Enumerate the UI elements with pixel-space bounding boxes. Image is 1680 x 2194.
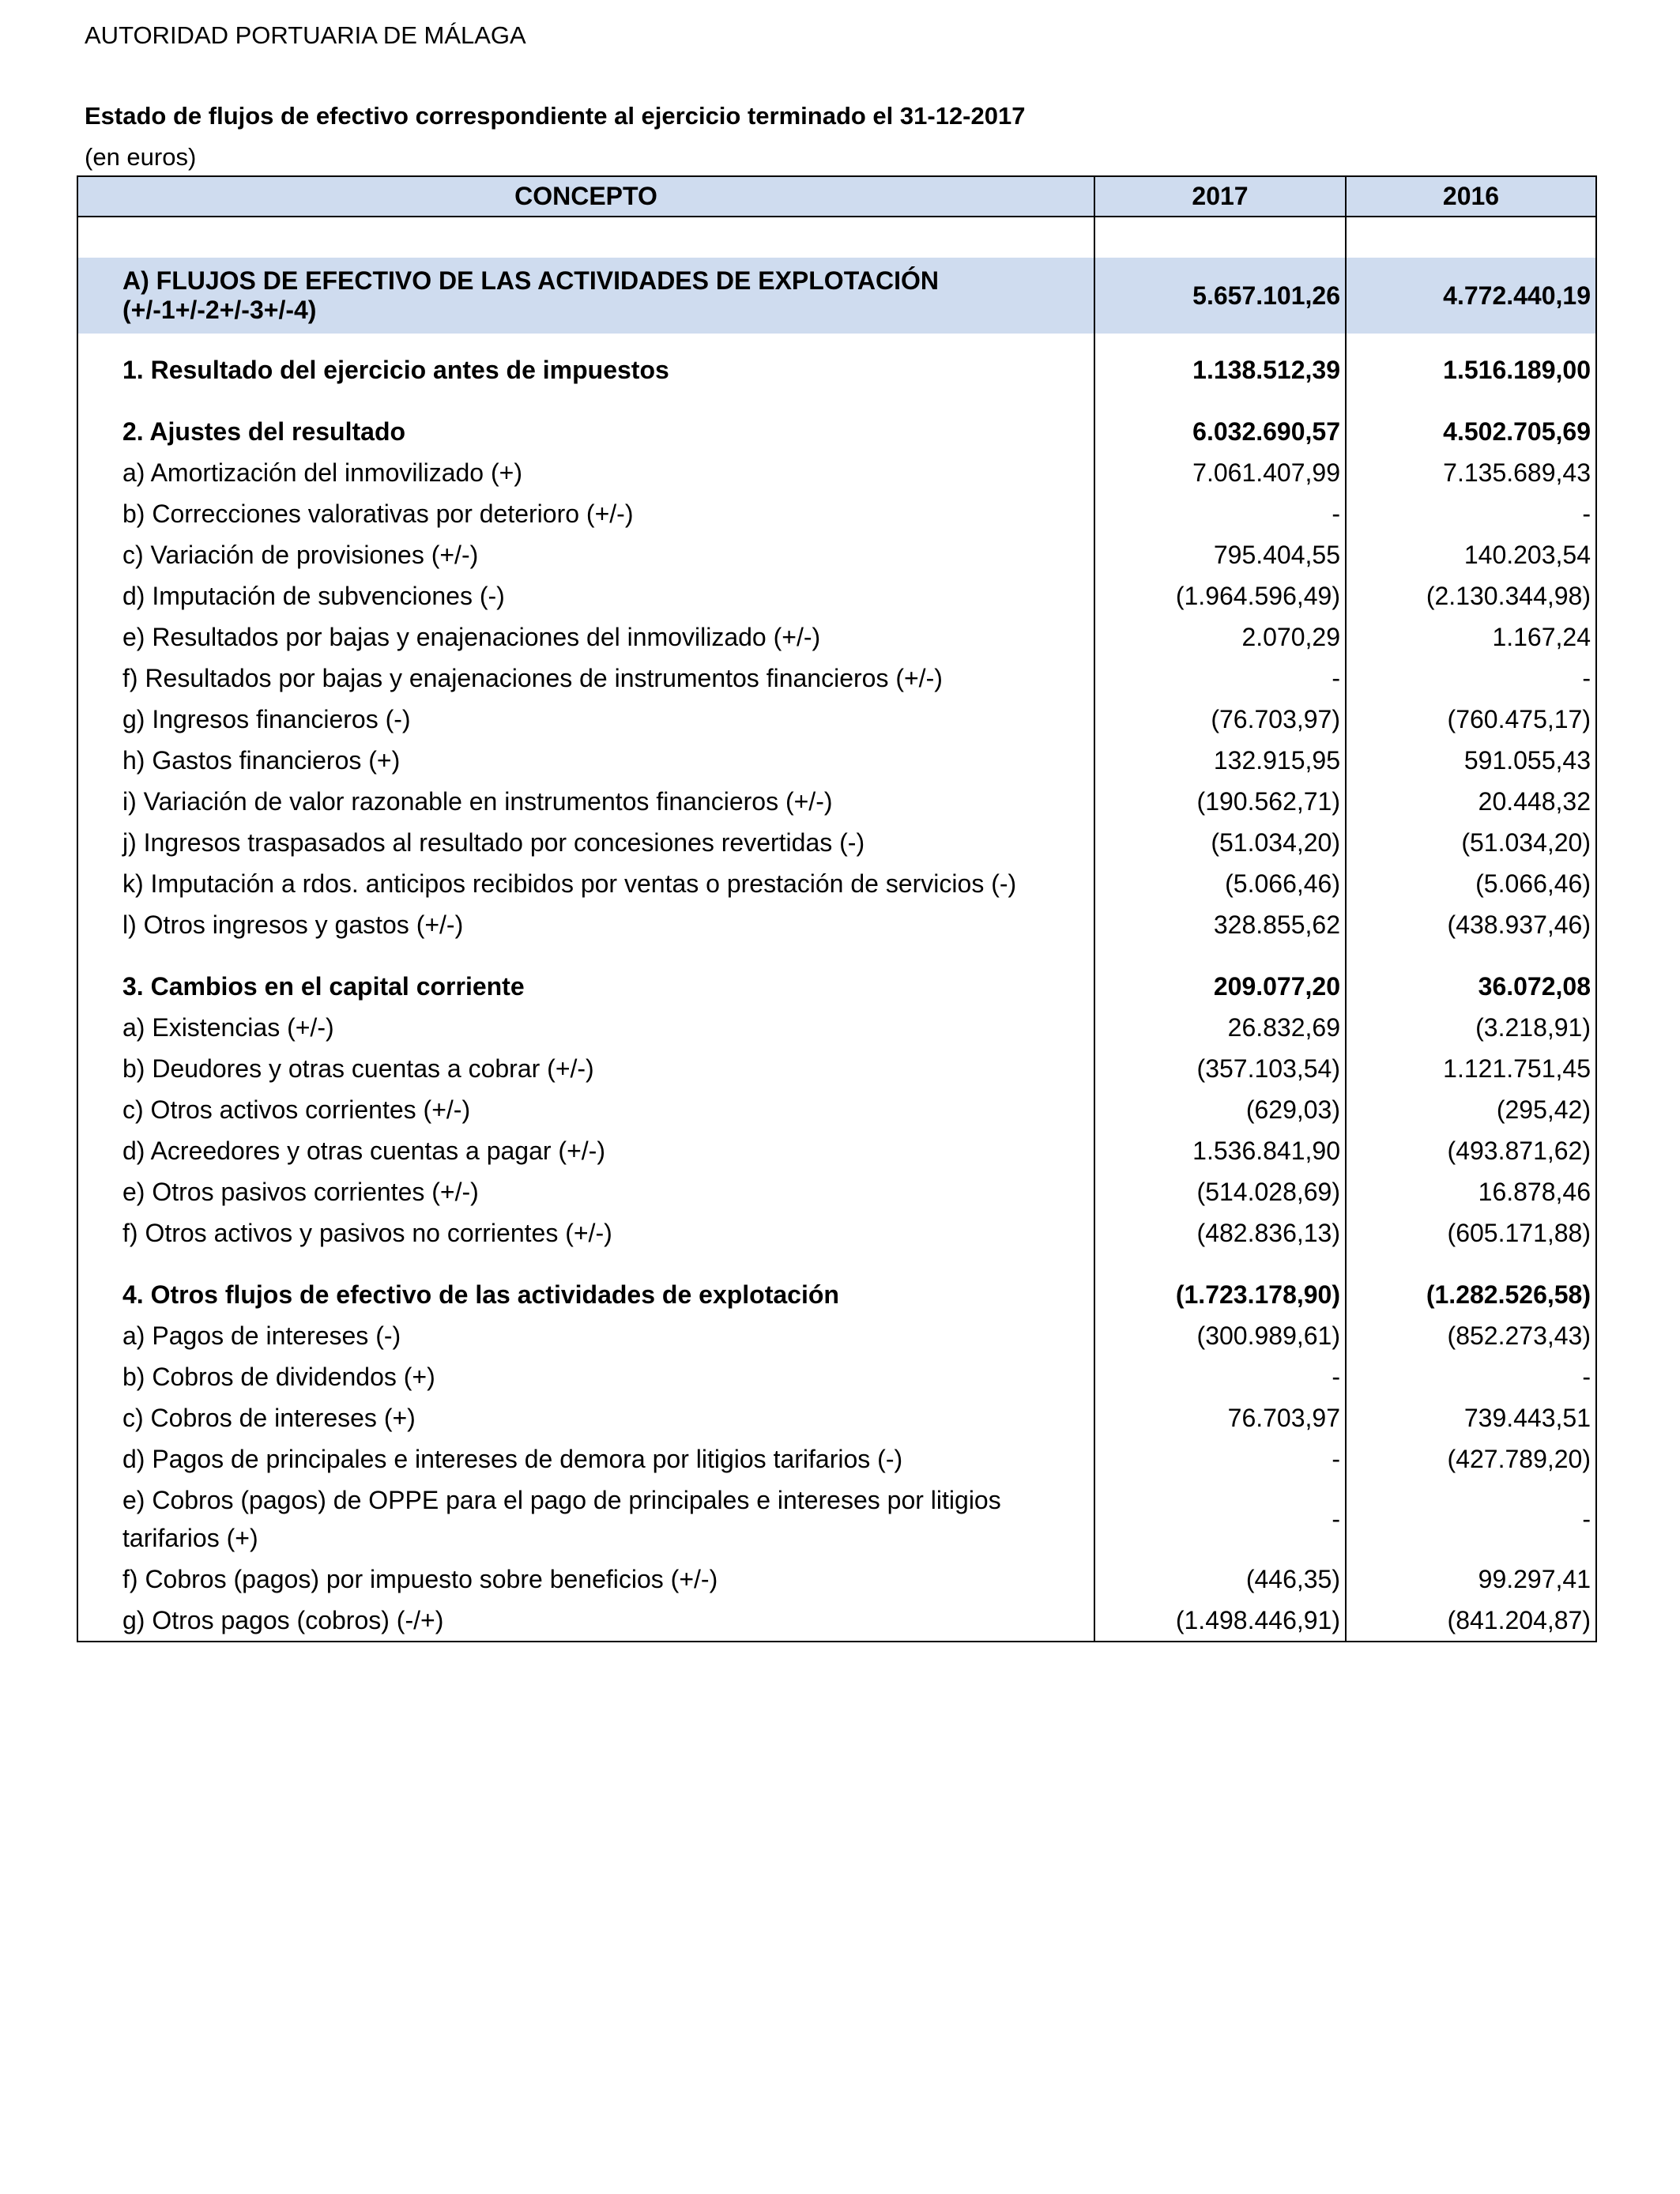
table-row [77,493,1596,534]
section-a-row [77,258,1596,334]
spacer-row [77,390,1596,411]
item-label: i) Variación de valor razonable en instrumentos financieros (+/-) [77,781,1094,822]
item-label: e) Cobros (pagos) de OPPE para el pago de principales e intereses por litigios tarifarios (+) [77,1480,1094,1559]
value-2016: 1.516.189,00 [1346,349,1596,390]
table-row [77,822,1596,863]
value-2016: (605.171,88) [1346,1212,1596,1253]
item-label: j) Ingresos traspasados al resultado por concesiones revertidas (-) [77,822,1094,863]
header-2016: 2016 [1346,176,1596,217]
value-2016: - [1346,658,1596,699]
value-2017: 132.915,95 [1094,740,1346,781]
organization-name: AUTORIDAD PORTUARIA DE MÁLAGA [85,21,526,49]
value-2016: 4.502.705,69 [1346,411,1596,452]
table-row [77,1559,1596,1600]
table-row [77,1048,1596,1089]
item-label: b) Cobros de dividendos (+) [77,1356,1094,1397]
table-row [77,699,1596,740]
item-label: a) Amortización del inmovilizado (+) [77,452,1094,493]
value-2016: (493.871,62) [1346,1130,1596,1171]
value-2017: (446,35) [1094,1559,1346,1600]
value-2016: (5.066,46) [1346,863,1596,904]
value-2017: (51.034,20) [1094,822,1346,863]
value-2016: 7.135.689,43 [1346,452,1596,493]
table-row [77,534,1596,575]
item-label: d) Pagos de principales e intereses de demora por litigios tarifarios (-) [77,1438,1094,1480]
value-2017: - [1094,493,1346,534]
value-2017: 7.061.407,99 [1094,452,1346,493]
item-label: l) Otros ingresos y gastos (+/-) [77,904,1094,945]
group-4-row [77,1274,1596,1315]
item-label: d) Acreedores y otras cuentas a pagar (+/-) [77,1130,1094,1171]
value-2017: - [1094,1356,1346,1397]
value-2017: (357.103,54) [1094,1048,1346,1089]
table-row [77,781,1596,822]
table-row [77,1212,1596,1253]
empty-row [77,217,1596,258]
value-2017: (300.989,61) [1094,1315,1346,1356]
section-a-2017: 5.657.101,26 [1094,258,1346,334]
value-2016: 20.448,32 [1346,781,1596,822]
value-2016: - [1346,1480,1596,1559]
item-label: c) Cobros de intereses (+) [77,1397,1094,1438]
value-2016: - [1346,1356,1596,1397]
cash-flow-table [77,175,1597,1642]
item-label: g) Ingresos financieros (-) [77,699,1094,740]
table-row [77,1089,1596,1130]
value-2017: 1.536.841,90 [1094,1130,1346,1171]
value-2016: (51.034,20) [1346,822,1596,863]
item-label: b) Deudores y otras cuentas a cobrar (+/-) [77,1048,1094,1089]
spacer-row [77,334,1596,349]
table-row [77,1600,1596,1642]
value-2017: 2.070,29 [1094,616,1346,658]
value-2017: (482.836,13) [1094,1212,1346,1253]
table-row [77,452,1596,493]
value-2017: 795.404,55 [1094,534,1346,575]
item-label: c) Otros activos corrientes (+/-) [77,1089,1094,1130]
item-label: k) Imputación a rdos. anticipos recibidos por ventas o prestación de servicios (-) [77,863,1094,904]
group-1-row [77,349,1596,390]
value-2017: - [1094,1438,1346,1480]
item-label: e) Otros pasivos corrientes (+/-) [77,1171,1094,1212]
value-2017: 26.832,69 [1094,1007,1346,1048]
table-row [77,1480,1596,1559]
value-2016: 1.121.751,45 [1346,1048,1596,1089]
value-2017: 6.032.690,57 [1094,411,1346,452]
value-2017: (1.964.596,49) [1094,575,1346,616]
section-a-2016: 4.772.440,19 [1346,258,1596,334]
value-2016: (760.475,17) [1346,699,1596,740]
table-row [77,1397,1596,1438]
group-3-row [77,966,1596,1007]
group-2-row [77,411,1596,452]
table-row [77,863,1596,904]
value-2016: 1.167,24 [1346,616,1596,658]
value-2017: - [1094,1480,1346,1559]
value-2016: (3.218,91) [1346,1007,1596,1048]
value-2017: (514.028,69) [1094,1171,1346,1212]
header-concept: CONCEPTO [77,176,1094,217]
value-2017: (629,03) [1094,1089,1346,1130]
table-row [77,616,1596,658]
value-2017: (5.066,46) [1094,863,1346,904]
value-2016: 591.055,43 [1346,740,1596,781]
table-row [77,1130,1596,1171]
item-label: b) Correcciones valorativas por deterioro (+/-) [77,493,1094,534]
value-2016: (295,42) [1346,1089,1596,1130]
table-row [77,1171,1596,1212]
value-2016: - [1346,493,1596,534]
value-2016: (1.282.526,58) [1346,1274,1596,1315]
value-2016: (427.789,20) [1346,1438,1596,1480]
table-row [77,1356,1596,1397]
value-2016: 99.297,41 [1346,1559,1596,1600]
statement-title: Estado de flujos de efectivo correspondiente al ejercicio terminado el 31-12-2017 [85,102,1026,130]
value-2017: (76.703,97) [1094,699,1346,740]
value-2016: (438.937,46) [1346,904,1596,945]
section-a-label: A) FLUJOS DE EFECTIVO DE LAS ACTIVIDADES DE EXPLOTACIÓN (+/-1+/-2+/-3+/-4) [77,258,1094,334]
item-label: e) Resultados por bajas y enajenaciones del inmovilizado (+/-) [77,616,1094,658]
table-row [77,1315,1596,1356]
value-2016: 140.203,54 [1346,534,1596,575]
item-label: g) Otros pagos (cobros) (-/+) [77,1600,1094,1642]
item-label: f) Cobros (pagos) por impuesto sobre beneficios (+/-) [77,1559,1094,1600]
table-row [77,1007,1596,1048]
value-2016: 16.878,46 [1346,1171,1596,1212]
table-row [77,904,1596,945]
group-label: 2. Ajustes del resultado [77,411,1094,452]
value-2016: 739.443,51 [1346,1397,1596,1438]
value-2017: 1.138.512,39 [1094,349,1346,390]
spacer-row [77,945,1596,966]
group-label: 4. Otros flujos de efectivo de las actividades de explotación [77,1274,1094,1315]
spacer-row [77,1253,1596,1274]
table-header-row [77,176,1596,217]
item-label: d) Imputación de subvenciones (-) [77,575,1094,616]
value-2016: (841.204,87) [1346,1600,1596,1642]
table-row [77,658,1596,699]
item-label: a) Existencias (+/-) [77,1007,1094,1048]
table-row [77,740,1596,781]
value-2016: (852.273,43) [1346,1315,1596,1356]
value-2017: 209.077,20 [1094,966,1346,1007]
value-2017: (1.498.446,91) [1094,1600,1346,1642]
table-row [77,1438,1596,1480]
table-row [77,575,1596,616]
item-label: c) Variación de provisiones (+/-) [77,534,1094,575]
value-2017: - [1094,658,1346,699]
group-label: 1. Resultado del ejercicio antes de impuestos [77,349,1094,390]
value-2016: 36.072,08 [1346,966,1596,1007]
value-2016: (2.130.344,98) [1346,575,1596,616]
units-note: (en euros) [85,143,197,171]
value-2017: (190.562,71) [1094,781,1346,822]
group-label: 3. Cambios en el capital corriente [77,966,1094,1007]
value-2017: 328.855,62 [1094,904,1346,945]
value-2017: (1.723.178,90) [1094,1274,1346,1315]
header-2017: 2017 [1094,176,1346,217]
item-label: h) Gastos financieros (+) [77,740,1094,781]
value-2017: 76.703,97 [1094,1397,1346,1438]
item-label: f) Otros activos y pasivos no corrientes (+/-) [77,1212,1094,1253]
item-label: f) Resultados por bajas y enajenaciones de instrumentos financieros (+/-) [77,658,1094,699]
item-label: a) Pagos de intereses (-) [77,1315,1094,1356]
